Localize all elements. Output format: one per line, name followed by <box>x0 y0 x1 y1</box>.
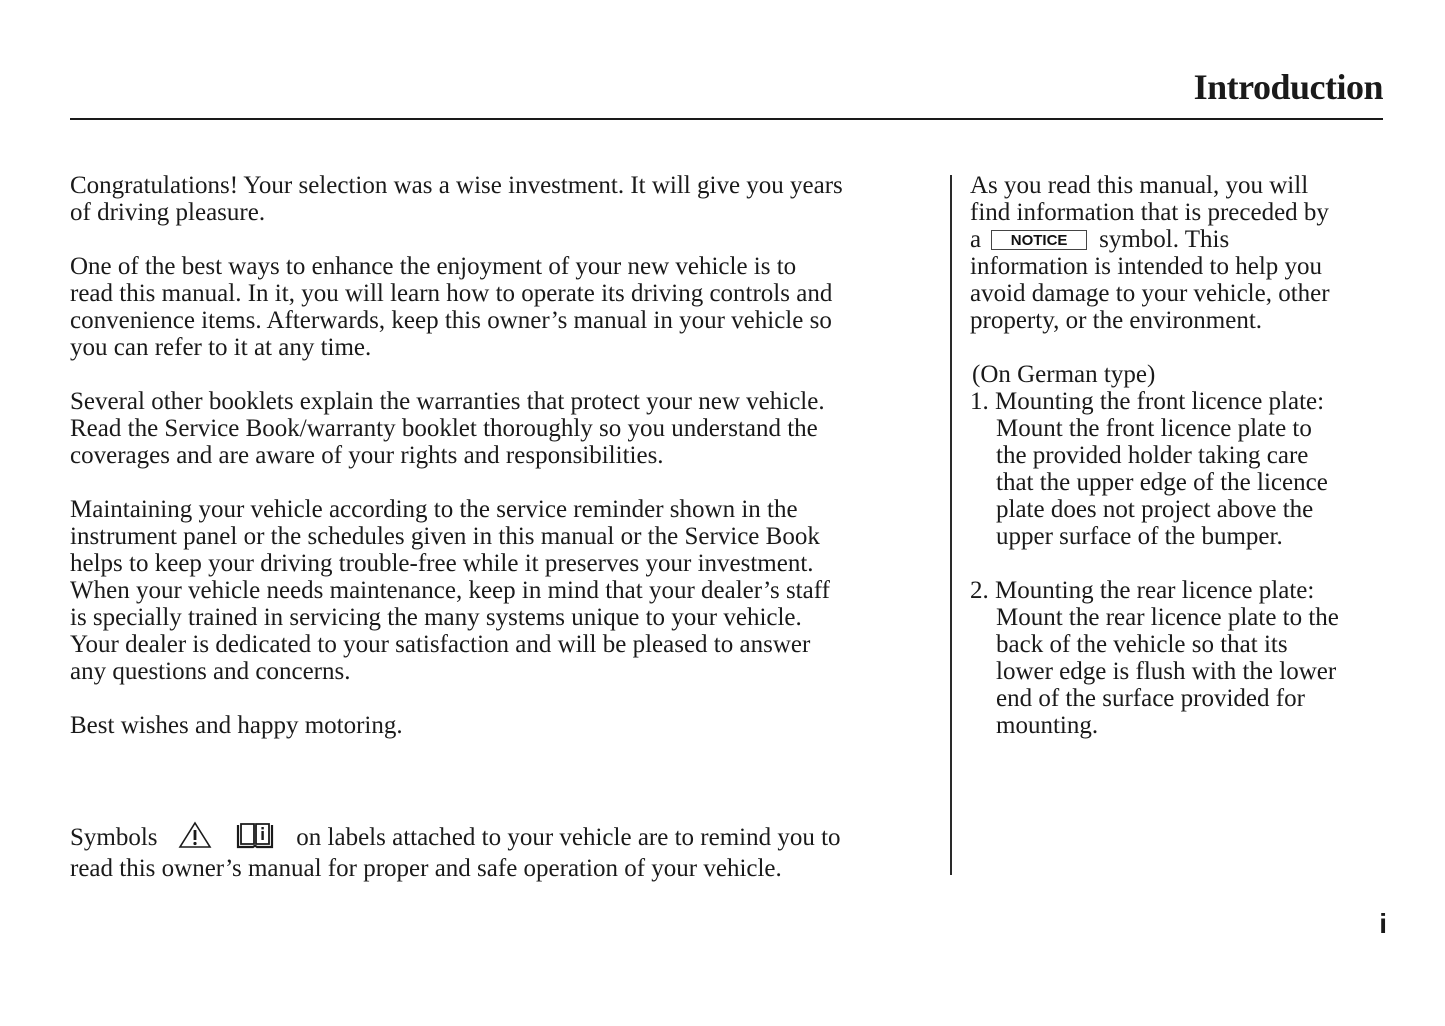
list-item <box>970 388 1390 550</box>
notice-intro-line2: find information that is preceded by <box>970 199 1329 226</box>
left-column <box>70 172 930 766</box>
paragraph-best-wishes: Best wishes and happy motoring. <box>70 712 403 739</box>
symbols-prefix: Symbols <box>70 824 158 851</box>
notice-intro-prefix: a <box>970 226 982 253</box>
notice-intro-suffix: symbol. This <box>1099 226 1230 253</box>
list-item <box>970 577 1390 739</box>
symbols-line2: read this owner’s manual for proper and safe operation of your vehicle. <box>70 855 782 882</box>
list-item-text: Mounting the rear licence plate: Mount the rear licence plate to the back of the vehicle so that its lower edge is flush with the lower end of the surface provided for mounting. <box>995 577 1339 739</box>
warning-triangle-icon <box>178 821 212 855</box>
owners-manual-book-icon <box>236 821 274 855</box>
list-item-text: Mounting the front licence plate: Mount the front licence plate to the provided holder taking care that the upper edge of the licence plate does not project above the upper surface of the bumper. <box>995 388 1328 550</box>
page-number: i <box>1379 908 1387 939</box>
notice-symbol: NOTICE <box>991 230 1087 250</box>
header-rule <box>70 118 1383 120</box>
right-column <box>970 172 1390 766</box>
list-item-number: 2. <box>970 577 989 604</box>
licence-plate-list <box>970 388 1390 739</box>
paragraph-maintenance: Maintaining your vehicle according to the service reminder shown in the instrument panel or the schedules given in this manual or the Service Book helps to keep your driving trouble-free while it preserves your investment. When your vehicle needs maintenance, keep in mind that your dealer’s staff is specially trained in servicing the many systems unique to your vehicle. Your dealer is dedicated to your satisfaction and will be pleased to answer any questions and concerns. <box>70 496 830 685</box>
page-title: Introduction <box>1193 67 1383 107</box>
list-item-number: 1. <box>970 388 989 415</box>
german-type-label: (On German type) <box>972 361 1156 388</box>
notice-intro-line1: As you read this manual, you will <box>970 172 1309 199</box>
symbols-note <box>70 821 940 882</box>
column-divider <box>950 175 952 875</box>
paragraph-warranties: Several other booklets explain the warranties that protect your new vehicle. Read the Service Book/warranty booklet thoroughly so you understand the coverages and are aware of your rights and responsibilities. <box>70 388 825 469</box>
paragraph-read-manual: One of the best ways to enhance the enjoyment of your new vehicle is to read this manual. In it, you will learn how to operate its driving controls and convenience items. Afterwards, keep this owner’s manual in your vehicle so you can refer to it at any time. <box>70 253 833 361</box>
paragraph-congratulations: Congratulations! Your selection was a wise investment. It will give you years of driving pleasure. <box>70 172 843 226</box>
symbols-line1: on labels attached to your vehicle are to remind you to <box>296 824 841 851</box>
notice-intro <box>970 172 1390 334</box>
notice-intro-rest: information is intended to help you avoid damage to your vehicle, other property, or the environment. <box>970 253 1330 334</box>
